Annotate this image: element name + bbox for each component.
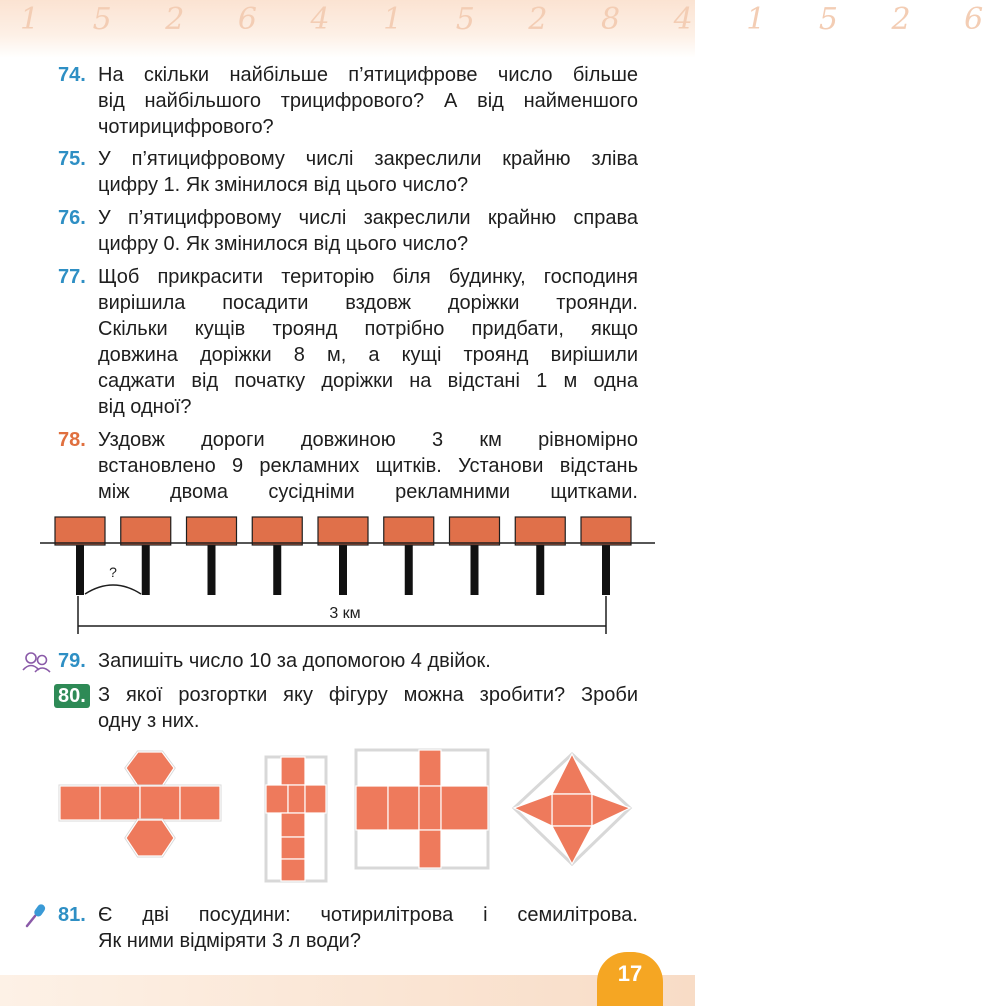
billboard-board [318,517,368,545]
microphone-icon [22,902,52,928]
task-number: 80. [54,684,90,708]
task-text [98,205,638,257]
task-line: цифру 1. Як змінилося від цього число? [98,174,469,196]
net-cross-with-hexagons [60,752,220,856]
task-line: Запишіть число 10 за допомогою 4 двійок. [98,650,491,672]
task-text [98,902,638,954]
pair-work-icon [20,650,54,674]
billboard-post [273,545,281,595]
billboard-post [536,545,544,595]
gap-question-mark: ? [109,564,117,580]
billboard-board [121,517,171,545]
task-line: У п’ятицифровому числі закреслили крайню зліва [98,148,638,170]
task-line: довжина доріжки 8 м, а кущі троянд вирішили [98,344,638,366]
task-line: Скільки кущів троянд потрібно придбати, якщо [98,318,638,340]
distance-label: 3 км [329,605,361,622]
task-text [98,648,638,674]
task-text [98,682,638,734]
billboard-board [581,517,631,545]
task-text [98,62,638,140]
billboard-post [208,545,216,595]
task-number: 78. [58,429,86,451]
task-line: На скільки найбільше п’ятицифрове число більше [98,64,638,86]
task-line: встановлено 9 рекламних щитків. Установи відстань [98,455,638,477]
task-line: Щоб прикрасити територію біля будинку, господиня [98,266,638,288]
task-text [98,427,638,505]
billboard-post [405,545,413,595]
billboard-board [384,517,434,545]
task-number: 76. [58,207,86,229]
billboards-group [55,517,631,595]
task-line: З якої розгортки яку фігуру можна зробити? Зроби [98,684,638,706]
task-line: Є дві посудини: чотирилітрова і семилітрова. [98,904,638,926]
net-wide-cross [356,750,488,868]
task-text [98,146,638,198]
task-line: від найбільшого трицифрового? А від найменшого [98,90,638,112]
billboard-board [252,517,302,545]
decorative-digits: 1 5 2 6 4 1 5 2 8 4 1 5 2 6 [20,2,1005,37]
task-line: цифру 0. Як змінилося від цього число? [98,233,469,255]
footer-band [0,975,695,1006]
task-line: саджати від початку доріжки на відстані 1 м одна [98,370,638,392]
task-number: 75. [58,148,86,170]
billboard-post [76,545,84,595]
task-number: 77. [58,266,86,288]
task-number: 79. [58,650,86,672]
billboard-board [450,517,500,545]
task-line: Як ними відміряти 3 л води? [98,930,361,952]
task-text [98,264,638,420]
billboard-board [55,517,105,545]
billboard-post [471,545,479,595]
gap-arc [85,585,141,594]
header-decoration [0,0,1005,58]
billboard-board [515,517,565,545]
task-number: 81. [58,904,86,926]
task-line: від одної? [98,396,192,418]
task-line: між двома сусідніми рекламними щитками. [98,481,638,503]
task-line: одну з них. [98,710,200,732]
task-line: вирішила посадити вздовж доріжки троянди. [98,292,638,314]
billboard-board [187,517,237,545]
net-vertical-cross [266,757,326,881]
page-number: 17 [597,952,663,1006]
billboard-post [142,545,150,595]
task-line: Уздовж дороги довжиною 3 км рівномірно [98,429,638,451]
task-number: 74. [58,64,86,86]
billboard-post [339,545,347,595]
task-line: чотирицифрового? [98,116,274,138]
billboard-post [602,545,610,595]
net-pyramid [514,754,630,864]
task-line: У п’ятицифровому числі закреслили крайню справа [98,207,638,229]
